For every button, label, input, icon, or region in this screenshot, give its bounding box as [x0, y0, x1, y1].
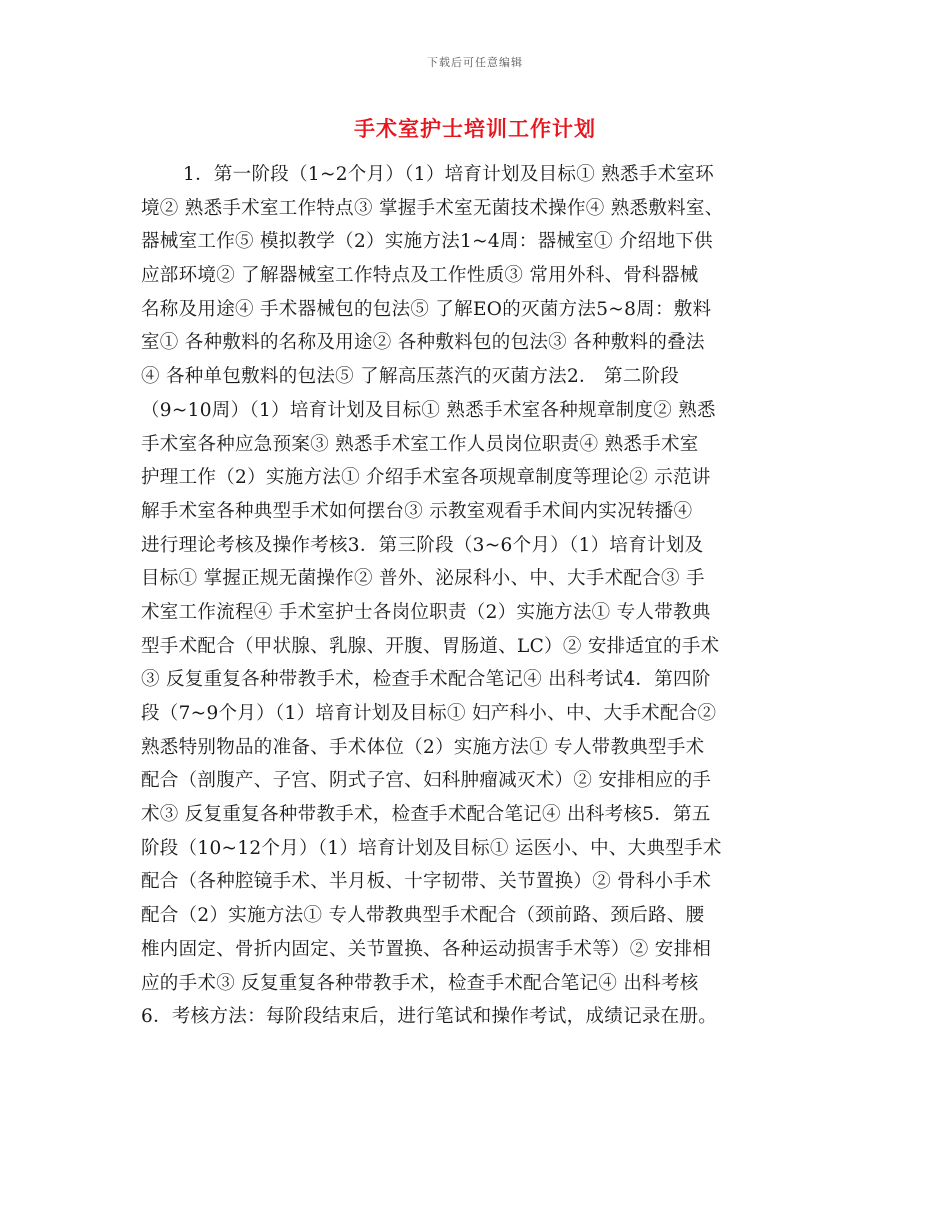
body-line: 术③ 反复重复各种带教手术，检查手术配合笔记④ 出科考核5．第五 [141, 804, 711, 826]
body-line: 6．考核方法：每阶段结束后，进行笔试和操作考试，成绩记录在册。 [141, 1006, 718, 1028]
body-line: 应的手术③ 反复重复各种带教手术，检查手术配合笔记④ 出科考核 [141, 972, 699, 994]
document-body [141, 158, 811, 1034]
body-line: （9~10周）（1）培育计划及目标① 熟悉手术室各种规章制度② 熟悉 [141, 399, 716, 421]
page-header-note: 下载后可任意编辑 [427, 56, 523, 69]
body-line: 应部环境② 了解器械室工作特点及工作性质③ 常用外科、骨科器械 [141, 265, 699, 287]
body-line: 术室工作流程④ 手术室护士各岗位职责（2）实施方法① 专人带教典 [141, 601, 711, 623]
body-line: 名称及用途④ 手术器械包的包法⑤ 了解EO的灭菌方法5~8周：敷料 [141, 298, 712, 320]
body-line: 目标① 掌握正规无菌操作② 普外、泌尿科小、中、大手术配合③ 手 [141, 568, 705, 590]
body-line: 椎内固定、骨折内固定、关节置换、各种运动损害手术等）② 安排相 [141, 938, 712, 960]
body-line: ③ 反复重复各种带教手术，检查手术配合笔记④ 出科考试4．第四阶 [141, 669, 711, 691]
body-line: 段（7~9个月）（1）培育计划及目标① 妇产科小、中、大手术配合② [141, 703, 717, 724]
body-line: 阶段（10~12个月）（1）培育计划及目标① 运医小、中、大典型手术 [141, 837, 722, 859]
body-line: 熟悉特别物品的准备、手术体位（2）实施方法① 专人带教典型手术 [141, 736, 705, 758]
body-line: 境② 熟悉手术室工作特点③ 掌握手术室无菌技术操作④ 熟悉敷料室、 [141, 197, 724, 219]
body-line: ④ 各种单包敷料的包法⑤ 了解高压蒸汽的灭菌方法2． 第二阶段 [141, 366, 680, 388]
body-line: 室① 各种敷料的名称及用途② 各种敷料包的包法③ 各种敷料的叠法 [141, 332, 705, 354]
body-line: 解手术室各种典型手术如何摆台③ 示教室观看手术间内实况转播④ [141, 500, 693, 522]
body-line: 护理工作（2）实施方法① 介绍手术室各项规章制度等理论② 示范讲 [141, 467, 711, 489]
body-line: 型手术配合（甲状腺、乳腺、开腹、胃肠道、LC）② 安排适宜的手术 [141, 635, 720, 657]
body-line: 进行理论考核及操作考核3．第三阶段（3~6个月）（1）培育计划及 [141, 534, 704, 556]
body-line: 1．第一阶段（1~2个月）（1）培育计划及目标① 熟悉手术室环 [183, 164, 715, 185]
body-line: 器械室工作⑤ 模拟教学（2）实施方法1~4周：器械室① 介绍地下供 [141, 231, 713, 253]
document-title: 手术室护士培训工作计划 [354, 116, 596, 141]
body-line: 配合（剖腹产、子宫、阴式子宫、妇科肿瘤减灭术）② 安排相应的手 [141, 770, 712, 792]
body-line: 配合（各种腔镜手术、半月板、十字韧带、关节置换）② 骨科小手术 [141, 871, 712, 893]
body-line: 手术室各种应急预案③ 熟悉手术室工作人员岗位职责④ 熟悉手术室 [141, 433, 699, 455]
body-line: 配合（2）实施方法① 专人带教典型手术配合（颈前路、颈后路、腰 [141, 905, 705, 927]
